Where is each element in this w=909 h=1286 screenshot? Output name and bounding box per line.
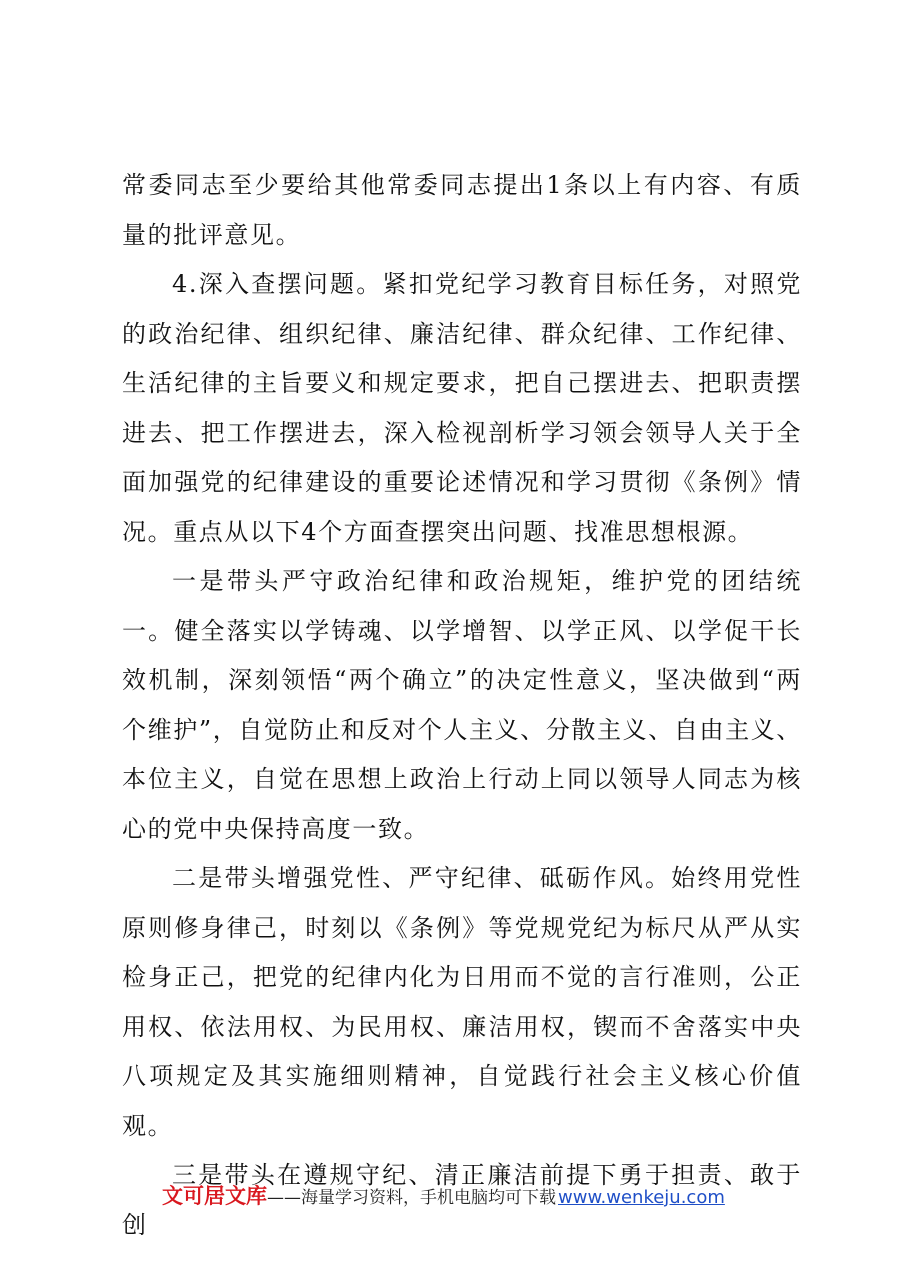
- document-body: [122, 161, 802, 1250]
- paragraph-point-2: 二是带头增强党性、严守纪律、砥砺作风。始终用党性原则修身律己，时刻以《条例》等党规党纪为标尺从严从实检身正己，把党的纪律内化为日用而不觉的言行准则，公正用权、依法用权、为民用权、廉洁用权，锲而不舍落实中央八项规定及其实施细则精神，自觉践行社会主义核心价值观。: [122, 864, 802, 1140]
- paragraph-item-4: 4.深入查摆问题。紧扣党纪学习教育目标任务，对照党的政治纪律、组织纪律、廉洁纪律、群众纪律、工作纪律、生活纪律的主旨要义和规定要求，把自己摆进去、把职责摆进去、把工作摆进去，深入检视剖析学习领会领导人关于全面加强党的纪律建设的重要论述情况和学习贯彻《条例》情况。重点从以下4个方面查摆突出问题、找准思想根源。: [122, 270, 802, 546]
- footer-website-link[interactable]: www.wenkeju.com: [558, 1187, 725, 1208]
- footer-slogan: 海量学习资料，手机电脑均可下载: [301, 1188, 556, 1208]
- paragraph-point-3: 三是带头在遵规守纪、清正廉洁前提下勇于担责、敢于创: [122, 1161, 802, 1239]
- footer-brand-name: 文可居文库: [162, 1184, 267, 1208]
- footer-dash: ——: [267, 1188, 301, 1208]
- footer-banner: [162, 1180, 725, 1212]
- paragraph-continued: 常委同志至少要给其他常委同志提出1条以上有内容、有质量的批评意见。: [122, 171, 802, 249]
- paragraph-point-1: 一是带头严守政治纪律和政治规矩，维护党的团结统一。健全落实以学铸魂、以学增智、以学正风、以学促干长效机制，深刻领悟“两个确立”的决定性意义，坚决做到“两个维护”，自觉防止和反对个人主义、分散主义、自由主义、本位主义，自觉在思想上政治上行动上同以领导人同志为核心的党中央保持高度一致。: [122, 567, 802, 843]
